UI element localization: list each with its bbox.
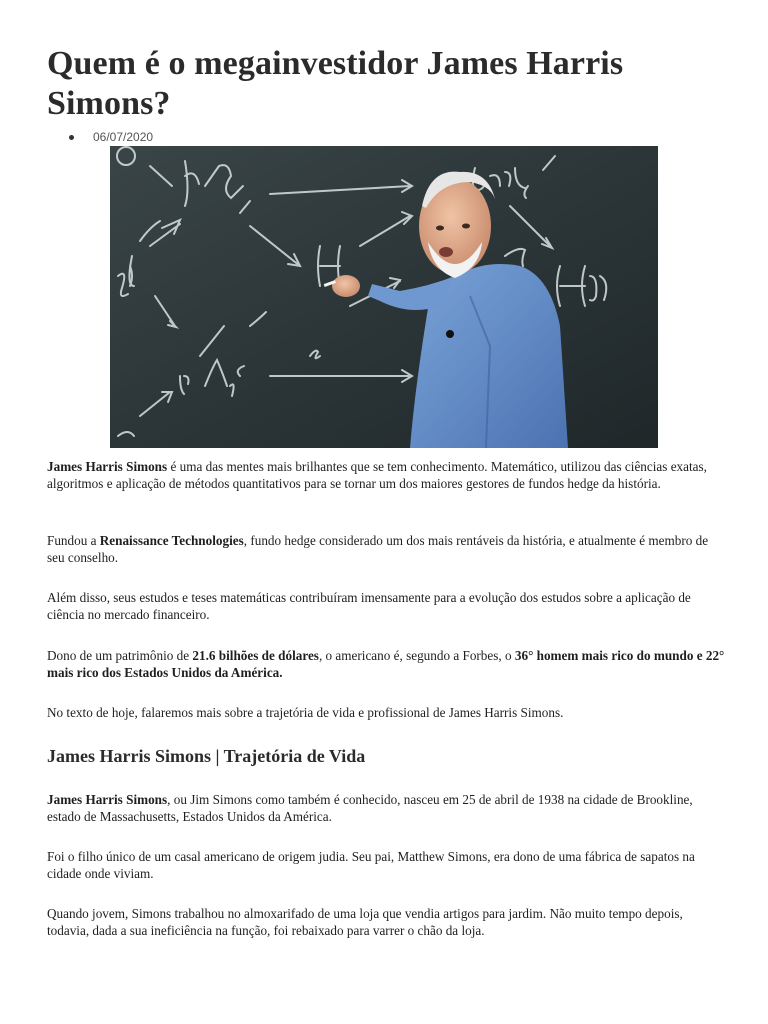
renaissance-paragraph	[47, 532, 727, 566]
youth-paragraph	[47, 905, 727, 939]
photo-chalkboard-lecture-icon	[110, 146, 658, 448]
paragraph-part: 36° homem mais rico do mundo e 22° mais rico dos Estados Unidos da América.	[47, 648, 725, 680]
article-hero-image	[110, 146, 658, 448]
intro-paragraph	[47, 458, 727, 492]
outro-paragraph	[47, 704, 727, 721]
paragraph-part: Quando jovem, Simons trabalhou no almoxarifado de uma loja que vendia artigos para jardim. Não muito tempo depois, todavia, dada a sua ineficiência na função, foi rebaixado para varrer o chão da loja.	[47, 906, 683, 938]
paragraph-part: No texto de hoje, falaremos mais sobre a trajetória de vida e profissional de James Harris Simons.	[47, 705, 564, 720]
article-title: Quem é o megainvestidor James Harris Simons?	[47, 45, 624, 122]
family-paragraph	[47, 848, 727, 882]
wealth-paragraph	[47, 647, 727, 681]
paragraph-part: 21.6 bilhões de dólares	[192, 648, 319, 663]
section-heading: James Harris Simons | Trajetória de Vida	[47, 746, 366, 766]
publish-date: 06/07/2020	[93, 130, 154, 144]
paragraph-part: Foi o filho único de um casal americano de origem judia. Seu pai, Matthew Simons, era dono de uma fábrica de sapatos na cidade onde viviam.	[47, 849, 695, 881]
paragraph-part: Além disso, seus estudos e teses matemáticas contribuíram imensamente para a evolução dos estudos sobre a aplicação de ciência no mercado financeiro.	[47, 590, 691, 622]
paragraph-part: Renaissance Technologies	[99, 533, 244, 548]
paragraph-part: Dono de um patrimônio de	[47, 648, 193, 663]
studies-paragraph	[47, 589, 727, 623]
birth-paragraph	[47, 791, 727, 825]
paragraph-part: é uma das mentes mais brilhantes que se tem conhecimento. Matemático, utilizou das ciências exatas, algoritmos e aplicação de métodos quantitativos para se tornar um dos maiores gestores de fundos hedge da história.	[47, 459, 707, 491]
paragraph-part: , o americano é, segundo a Forbes, o	[318, 648, 515, 663]
article-meta	[69, 129, 153, 145]
paragraph-part: , ou Jim Simons como também é conhecido, nasceu em 25 de abril de 1938 na cidade de Brookline, estado de Massachusetts, Estados Unidos da América.	[47, 792, 693, 824]
paragraph-part: James Harris Simons	[47, 459, 168, 474]
bullet-icon	[69, 135, 74, 140]
paragraph-part: , fundo hedge considerado um dos mais rentáveis da história, e atualmente é membro de seu conselho.	[47, 533, 709, 565]
paragraph-part: James Harris Simons	[47, 792, 168, 807]
publish-date-item	[69, 129, 153, 145]
paragraph-part: Fundou a	[47, 533, 100, 548]
